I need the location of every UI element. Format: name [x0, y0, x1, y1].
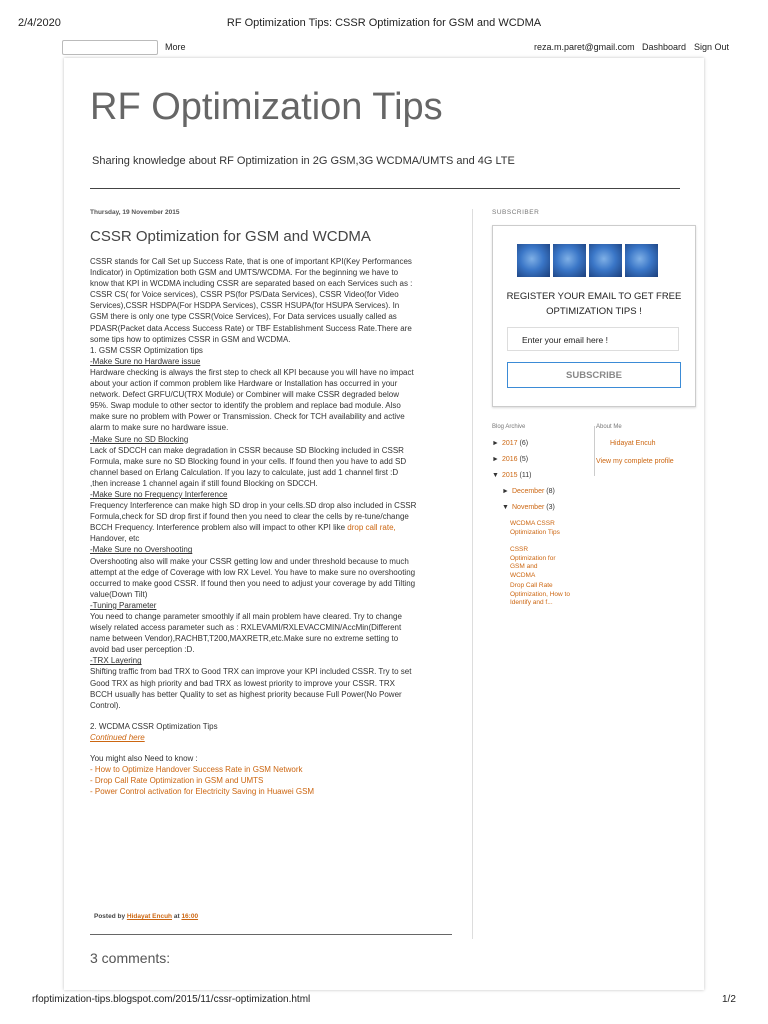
- post-line: know that KPI in WCDMA including CSSR are separated based on each Services such as :: [90, 279, 413, 289]
- archive-year-2015[interactable]: [492, 472, 592, 488]
- post-line: 95%. Swap module to other sector to identify the problem and replace bad module. Also: [90, 401, 401, 411]
- email-input[interactable]: Enter your email here !: [507, 327, 679, 351]
- post-line: BCCH usually has better Quality to set as highest priority because Full Power(No Power: [90, 689, 402, 699]
- print-url: rfoptimization-tips.blogspot.com/2015/11/cssr-optimization.html: [32, 994, 311, 1005]
- post-line: Overshooting also will make your CSSR getting low and under threshold because to much: [90, 556, 409, 566]
- archive-month[interactable]: November: [512, 504, 545, 511]
- post-line: value(Down Tilt): [90, 589, 148, 599]
- user-email: reza.m.paret@gmail.com: [534, 42, 635, 52]
- archive-month[interactable]: December: [512, 488, 545, 495]
- subscribe-image: [553, 244, 586, 277]
- blog-archive: [492, 424, 592, 612]
- post-body: [90, 256, 452, 797]
- post-line: Indicator) in Optimization both GSM and UMTS/WCDMA. For the beginning we have to: [90, 268, 399, 278]
- post-line: Good TRX as high priority and bad TRX as lowest priority to improve your CSSR. TRX: [90, 678, 396, 688]
- archive-count: (6): [519, 440, 529, 447]
- archive-year-link[interactable]: [502, 440, 528, 447]
- continued-here-link[interactable]: Continued here: [90, 732, 145, 742]
- expand-right-icon[interactable]: ►: [492, 456, 499, 463]
- subscribe-images: [517, 244, 661, 282]
- posted-by-label: Posted by: [94, 913, 127, 920]
- archive-post-link[interactable]: CSSR Optimization for GSM and WCDMA: [510, 546, 556, 579]
- about-me: [596, 424, 696, 467]
- expand-right-icon[interactable]: ►: [502, 488, 509, 495]
- expand-down-icon[interactable]: ▼: [502, 504, 509, 511]
- post-line: avoid bad user perception :D.: [90, 645, 195, 655]
- archive-post-row: [492, 546, 592, 582]
- subscribe-button[interactable]: SUBSCRIBE: [507, 362, 681, 388]
- archive-year-link[interactable]: [502, 472, 531, 479]
- post-line: channel based on Erlang Calculation. If you lazy to calculate, just add 1 channel first :D: [90, 467, 399, 477]
- subscribe-image: [517, 244, 550, 277]
- about-label: About Me: [596, 424, 622, 430]
- post-line: some tips how to optimizes CSSR in GSM and WCDMA.: [90, 334, 291, 344]
- blog-title[interactable]: RF Optimization Tips: [90, 86, 443, 128]
- print-date: 2/4/2020: [18, 17, 61, 29]
- sign-out-link[interactable]: Sign Out: [694, 42, 730, 52]
- archive-month-december[interactable]: [492, 488, 592, 504]
- post-line: attempt at the edge of Coverage with low RX Level. You have to make sure no overshooting: [90, 567, 416, 577]
- section-heading: -TRX Layering: [90, 656, 142, 666]
- post-line: GSM there is only one type CSSR(Voice Services), For Data services usually called as: [90, 312, 397, 322]
- print-page-number: 1/2: [722, 994, 736, 1005]
- register-text: REGISTER YOUR EMAIL TO GET FREE OPTIMIZATION TIPS !: [506, 291, 682, 317]
- blog-page: [64, 58, 704, 990]
- also-label: You might also Need to know :: [90, 754, 198, 764]
- spacer: [90, 711, 452, 721]
- subscribe-image: [625, 244, 658, 277]
- subscribe-widget: [492, 225, 696, 407]
- post-line: CSSR stands for Call Set up Success Rate, that is one of important KPI(Key Performances: [90, 257, 412, 266]
- post-line: CSSR CS( for Voice services), CSSR PS(for PS/Data Services), CSSR Video(for Video: [90, 290, 399, 300]
- archive-year-link[interactable]: [502, 456, 528, 463]
- at-label: at: [172, 913, 182, 920]
- archive-post-link[interactable]: Drop Call Rate Optimization, How to Identify and f...: [510, 582, 570, 606]
- archive-month-november[interactable]: [492, 504, 592, 520]
- post-line: Frequency Interference can make high SD drop in your cells.SD drop also included in CSSR: [90, 501, 417, 511]
- post-line: Shifting traffic from bad TRX to Good TRX can improve your KPI included CSSR. Try to set: [90, 667, 412, 677]
- subscribe-image: [589, 244, 622, 277]
- post-line: Handover, etc: [90, 534, 140, 544]
- post-time-link[interactable]: 16:00: [181, 913, 199, 920]
- print-title: RF Optimization Tips: CSSR Optimization for GSM and WCDMA: [226, 17, 542, 29]
- archive-month-link[interactable]: [512, 488, 555, 495]
- post-line: Control).: [90, 700, 121, 710]
- post-line: You need to change parameter smoothly if all main problem have cleared. Try to change: [90, 612, 402, 621]
- post-line: ,then increase 1 channel again if still found Blocking on SDCCH.: [90, 478, 318, 488]
- author-link[interactable]: Hidayat Encuh: [126, 913, 173, 920]
- archive-year-2017[interactable]: [492, 440, 592, 456]
- sidebar-separator: [472, 209, 473, 939]
- comments-heading: 3 comments:: [90, 950, 171, 966]
- post-line: wisely related access parameter such as : RXLEVAMI/RXLEVACCMIN/AccMin(Different: [90, 623, 402, 633]
- related-link[interactable]: - Drop Call Rate Optimization in GSM and UMTS: [90, 776, 264, 786]
- post-line: Formula, make sure no SD Blocking found in your cells. If found then you have to add SD: [90, 456, 407, 466]
- post-line: Formula,check for SD drop first if found then you need to clear the cells by re-tune/change: [90, 512, 409, 522]
- post-line: occurred to make good CSSR. If found then you need to adjust your coverage by add Tilting: [90, 578, 416, 588]
- section-heading: -Make Sure no Hardware issue: [90, 356, 201, 366]
- spacer: [90, 743, 452, 753]
- post-line: Lack of SDCCH can make degradation in CSSR because SD Blocking included in CSSR: [90, 445, 404, 455]
- archive-post-row: [492, 520, 592, 546]
- archive-count: (5): [519, 456, 529, 463]
- sidebar-column-divider: [594, 426, 595, 476]
- more-link[interactable]: More: [165, 42, 186, 52]
- expand-right-icon[interactable]: ►: [492, 440, 499, 447]
- post-date: Thursday, 19 November 2015: [90, 209, 180, 216]
- post-line: 1. GSM CSSR Optimization tips: [90, 345, 203, 355]
- section-heading: -Make Sure no Overshooting: [90, 545, 193, 555]
- related-link[interactable]: - Power Control activation for Electricity Saving in Huawei GSM: [90, 787, 315, 797]
- dashboard-link[interactable]: Dashboard: [642, 42, 687, 52]
- blog-description: Sharing knowledge about RF Optimization in 2G GSM,3G WCDMA/UMTS and 4G LTE: [92, 155, 515, 167]
- expand-down-icon[interactable]: ▼: [492, 472, 499, 479]
- section-heading: -Tuning Parameter: [90, 600, 157, 610]
- post-line: network. Defect GRFU/CU(TRX Module) or Combiner will make CSSR degraded below: [90, 390, 399, 400]
- post-footer: [94, 913, 198, 920]
- post-line: alarm to make sure no hardware issue.: [90, 423, 229, 433]
- view-profile-link[interactable]: View my complete profile: [596, 458, 674, 465]
- post-line-with-link: [90, 522, 452, 533]
- post-line: make sure no problem with Power or Transmission. Check for TCH availability and active: [90, 412, 405, 422]
- archive-label: Blog Archive: [492, 424, 526, 430]
- post-line: 2. WCDMA CSSR Optimization Tips: [90, 721, 218, 731]
- archive-count: (8): [546, 488, 555, 495]
- archive-year[interactable]: 2017: [502, 440, 518, 447]
- archive-year[interactable]: 2016: [502, 456, 518, 463]
- related-link[interactable]: - How to Optimize Handover Success Rate in GSM Network: [90, 765, 303, 775]
- archive-post-link[interactable]: WCDMA CSSR Optimization Tips: [510, 520, 560, 536]
- drop-call-rate-link[interactable]: drop call rate,: [347, 523, 396, 533]
- archive-count: (11): [519, 472, 532, 479]
- post-line: about your action if common problem like Hardware or Installation has occurred in your: [90, 379, 398, 389]
- print-header: [0, 0, 768, 34]
- post-line-text: BCCH Frequency. Interference problem also will impact to other KPI like: [90, 523, 348, 533]
- post-line: Services),CSSR HSDPA(For HSDPA Services), CSSR HSUPA(for HSUPA Services). In: [90, 301, 400, 311]
- archive-count: (3): [546, 504, 555, 511]
- archive-year-2016[interactable]: [492, 456, 592, 472]
- post-title: CSSR Optimization for GSM and WCDMA: [90, 228, 371, 245]
- post-line: PDASR(Packet data Access Success Rate) or TBF Establishment Success Rate.There are: [90, 323, 412, 333]
- post-line: name between Vendor),RACHBT,T200,MAXRETR,etc.Make sure no extreme setting to: [90, 634, 399, 644]
- about-name-link[interactable]: Hidayat Encuh: [610, 440, 656, 447]
- header-divider: [90, 188, 680, 189]
- section-heading: -Make Sure no SD Blocking: [90, 434, 189, 444]
- archive-month-link[interactable]: [512, 504, 555, 511]
- section-heading: -Make Sure no Frequency Interference: [90, 489, 228, 499]
- post-line: Hardware checking is always the first step to check all KPI because you will have no impact: [90, 367, 414, 377]
- blogger-navbar: [0, 36, 768, 58]
- archive-post-row: [492, 582, 592, 612]
- navbar-search-input[interactable]: [62, 40, 158, 55]
- subscriber-label: SUBSCRIBER: [492, 209, 540, 216]
- post-divider: [90, 934, 452, 935]
- archive-year[interactable]: 2015: [502, 472, 518, 479]
